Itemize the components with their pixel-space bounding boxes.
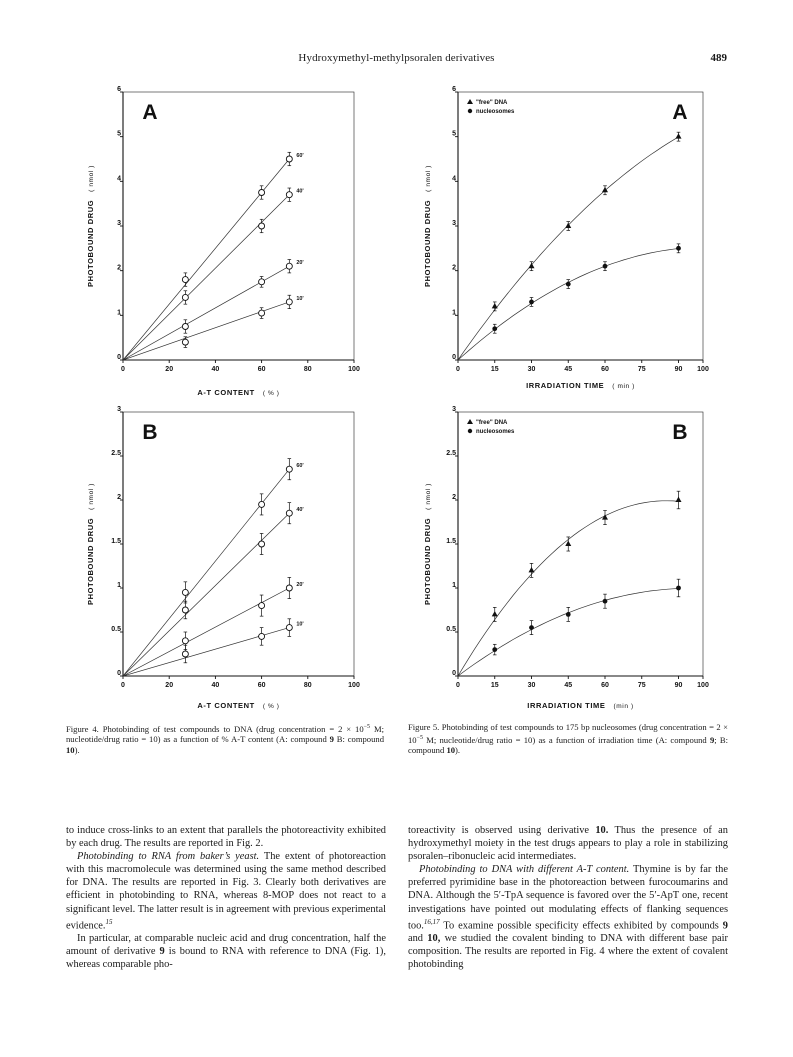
y-axis-unit: ( nmol ) [425,164,432,192]
data-point-open [259,310,265,316]
y-tick-label: 2.5 [111,450,121,457]
figure-4-caption-text-3: B: compound [333,734,384,745]
x-axis-label: A-T CONTENT [197,388,255,397]
series-line [123,195,289,360]
reference-16-17: 16,17 [423,917,440,926]
figure-5-caption-text-4: ). [455,744,461,755]
series-curve [458,589,679,677]
x-tick-label: 15 [490,682,499,689]
legend-circle-icon [468,109,472,113]
series-end-label: 10' [296,295,304,302]
y-axis-title [423,483,432,605]
legend-triangle-icon [467,99,473,104]
x-tick-label: 0 [121,682,125,689]
series-line [123,302,289,360]
plot-frame [458,92,703,360]
x-tick-label: 45 [564,366,573,373]
y-tick-label: 3 [452,406,456,413]
x-tick-label: 30 [527,682,536,689]
legend-entry: nucleosomes [476,109,515,115]
x-axis-title [197,701,279,710]
body-right-paragraph-2-text-4: we studied the covalent binding to DNA with different base pair composition. The results are reported in Fig. 4 where the extent of covalent photobinding [408,933,728,971]
x-axis-unit: ( % ) [262,703,280,710]
series-end-label: 40' [296,188,304,195]
x-axis-title [197,388,279,397]
panel-letter: B [142,421,158,444]
x-tick-label: 100 [697,366,709,373]
data-point-filled [676,586,681,591]
x-tick-label: 90 [674,682,683,689]
data-point-open [182,607,188,613]
y-tick-label: 0.5 [446,626,456,633]
panel-letter: B [672,421,688,444]
data-point-filled [566,612,571,617]
x-axis-label: IRRADIATION TIME [526,381,605,390]
series-end-label: 40' [296,507,304,514]
plot-frame [123,412,354,676]
data-point-open [286,585,292,591]
data-point-open [286,466,292,472]
x-tick-label: 20 [165,682,174,689]
data-point-open [259,279,265,285]
data-point-open [286,299,292,305]
body-right-paragraph-2 [408,863,728,971]
figure-4-caption-exponent: −5 [363,724,371,730]
reference-15: 15 [105,917,113,926]
y-tick-label: 5 [452,130,456,138]
y-tick-label: 3 [117,220,121,227]
x-tick-label: 40 [211,682,220,689]
figure-5-caption-text-2: M; nucleotide/drug ratio = 10) as a function of irradiation time (A: compound [422,734,710,745]
data-point-triangle [676,133,682,138]
legend-entry: "free" DNA [476,420,508,426]
x-tick-label: 60 [601,366,609,373]
data-point-triangle [529,567,535,572]
y-tick-label: 2 [117,494,121,501]
series-curve [458,137,679,360]
data-point-open [182,589,188,595]
data-point-filled [492,647,497,652]
data-point-triangle [529,263,535,268]
compound-9-ref-2: 9 [722,920,728,932]
figure-5-caption [408,722,728,755]
y-tick-label: 1 [452,582,456,589]
body-right-paragraph-2-text-2: To examine possible specificity effects exhibited by compounds [439,920,723,932]
compound-10-ref-2: 10, [427,933,441,945]
compound-9-ref: 9 [159,946,165,958]
body-left-paragraph-2 [66,850,386,932]
section-head-rna: Photobinding to RNA from baker’s yeast. [77,851,260,863]
series-line [123,588,289,676]
x-tick-label: 20 [165,366,174,373]
data-point-open [286,156,292,162]
y-tick-label: 2 [452,494,456,501]
data-point-filled [603,599,608,604]
running-title: Hydroxymethyl-methylpsoralen derivatives [298,52,495,64]
x-tick-label: 15 [490,366,499,373]
body-left-paragraph-3-text: In particular, at comparable nucleic acid and drug concentration, half the amount of derivative [66,933,386,958]
y-tick-label: 1 [452,309,456,317]
x-axis-title [527,701,633,710]
figure-4-compound-a: 9 [329,734,334,745]
y-axis-label: PHOTOBOUND DRUG [423,199,432,288]
series-end-label: 60' [296,153,304,159]
series-end-label: 60' [296,463,304,470]
y-tick-label: 0 [117,354,121,361]
x-axis-unit: ( % ) [262,390,280,397]
legend-entry: nucleosomes [476,429,515,435]
x-axis-title [526,381,635,390]
data-point-filled [603,264,608,269]
panel-letter: A [142,101,158,124]
y-tick-label: 4 [452,175,456,183]
data-point-filled [566,282,571,287]
figure-5-caption-text: Photobinding of test compounds to 175 bp nucleosomes (drug concentration = 2 × 10 [408,722,729,745]
x-tick-label: 0 [456,366,460,373]
legend-entry: "free" DNA [476,100,508,106]
data-point-filled [676,246,681,251]
data-point-triangle [492,303,498,308]
data-point-open [259,633,265,639]
page-number: 489 [710,52,727,64]
body-left-paragraph-3-text-2: is bound to RNA with reference to DNA (Fig. 1), whereas comparable pho- [66,946,386,971]
y-tick-label: 2 [452,264,456,272]
body-right-paragraph-1-text: toreactivity is observed using derivative [408,825,596,836]
x-axis-label: IRRADIATION TIME [527,701,606,710]
data-point-open [182,294,188,300]
legend-circle-icon [468,429,472,433]
data-point-filled [529,625,534,630]
y-tick-label: 4 [117,175,121,183]
x-tick-label: 100 [697,682,709,689]
data-point-open [182,651,188,657]
x-tick-label: 0 [121,366,125,373]
data-point-open [182,277,188,283]
x-tick-label: 75 [637,366,646,373]
y-axis-unit: ( nmol ) [88,482,95,510]
y-axis-title [86,483,95,605]
series-line [123,159,289,360]
figure-5-label: Figure 5. [408,722,440,732]
data-point-open [286,510,292,516]
series-curve [458,501,679,676]
series-line [123,469,289,676]
body-left-paragraph-3 [66,932,386,971]
x-tick-label: 45 [564,682,573,689]
data-point-open [286,263,292,269]
figure-5-caption-text-3: ; B: compound [408,734,728,755]
data-point-open [182,324,188,330]
x-axis-unit: ( min ) [612,383,635,390]
data-point-filled [492,326,497,331]
y-tick-label: 3 [452,220,456,227]
x-tick-label: 60 [257,682,266,689]
figure-5-caption-exponent: −5 [416,734,423,741]
data-point-open [182,339,188,345]
y-axis-unit: ( nmol ) [88,164,95,192]
y-tick-label: 5 [117,130,121,138]
body-right-paragraph-1 [408,824,728,863]
section-head-at-content: Photobinding to DNA with different A-T content. [419,864,630,876]
figure-5b-chart [408,400,728,718]
series-curve [458,249,679,361]
x-tick-label: 60 [257,366,266,373]
figure-4a-chart [70,80,370,410]
y-tick-label: 1 [117,309,121,317]
figure-5a-chart [408,80,728,410]
y-tick-label: 3 [117,406,121,413]
y-tick-label: 0 [117,670,121,677]
y-tick-label: 2 [117,264,121,272]
figure-4b-chart [70,400,370,718]
panel-letter: A [672,101,688,124]
figure-4-caption-text-2: M; nucleotide/drug ratio = 10) as a function of % A-T content (A: compound [66,723,384,745]
data-point-open [286,192,292,198]
data-point-open [259,223,265,229]
x-tick-label: 90 [674,366,683,373]
data-point-open [259,541,265,547]
y-tick-label: 1.5 [446,538,456,545]
x-axis-unit: (min ) [613,703,634,710]
data-point-open [259,190,265,196]
compound-10-ref: 10. [595,825,609,836]
data-point-open [259,603,265,609]
data-point-triangle [492,611,498,616]
figure-4-compound-b: 10 [66,744,75,755]
y-tick-label: 6 [452,86,456,93]
x-axis-label: A-T CONTENT [197,701,255,710]
series-end-label: 10' [296,621,304,628]
x-tick-label: 75 [637,682,646,689]
y-tick-label: 1.5 [111,538,121,545]
y-axis-label: PHOTOBOUND DRUG [86,517,95,606]
x-tick-label: 60 [601,682,609,689]
y-tick-label: 6 [117,86,121,93]
data-point-triangle [676,497,682,502]
x-tick-label: 100 [348,366,360,373]
x-tick-label: 80 [303,682,312,689]
body-column-left [66,824,386,972]
figure-4-caption-text-4: ). [74,744,80,755]
x-tick-label: 100 [348,682,360,689]
body-right-paragraph-1-text-2: Thus the presence of an hydroxymethyl moiety in the test drugs appears to play a role in stabilizing psoralen–ribonucleic acid intermediates. [408,825,728,863]
plot-frame [458,412,703,676]
y-tick-label: 0.5 [111,626,121,633]
series-end-label: 20' [296,582,304,588]
data-point-open [182,638,188,644]
y-axis-label: PHOTOBOUND DRUG [86,199,95,288]
page-header [0,52,793,68]
figure-5-compound-b: 10 [446,744,456,755]
body-column-right [408,824,728,972]
data-point-open [259,501,265,507]
y-tick-label: 0 [452,670,456,677]
body-left-paragraph-2-text: The extent of photoreaction with this macromolecule was determined using the same method described for DNA. The results are reported in Fig. 3. Clearly both derivatives are efficient in photobinding to RNA, whereas 8-MOP does not react to a significant level. The latter result is in agreement with previous experimental evidence. [66,851,386,932]
body-left-paragraph-1: to induce cross-links to an extent that parallels the photoreactivity exhibited by each drug. The results are reported in Fig. 2. [66,825,386,850]
data-point-open [286,625,292,631]
series-end-label: 20' [296,260,304,267]
x-tick-label: 30 [527,366,536,373]
figure-4-label: Figure 4. [66,723,99,734]
y-axis-unit: ( nmol ) [425,482,432,510]
figure-4-caption [66,722,384,755]
x-tick-label: 0 [456,682,460,689]
body-right-paragraph-2-text-3: and [408,933,428,945]
y-axis-title [423,165,432,287]
data-point-triangle [602,187,608,192]
figure-4-caption-text: Photobinding of test compounds to DNA (drug concentration = 2 × 10 [102,723,364,734]
y-tick-label: 0 [452,354,456,361]
legend-triangle-icon [467,419,473,424]
figure-5-compound-a: 9 [709,734,715,745]
y-axis-label: PHOTOBOUND DRUG [423,517,432,606]
y-axis-title [86,165,95,287]
x-tick-label: 40 [211,366,220,373]
body-right-paragraph-2-text: Thymine is by far the preferred pyrimidine base in the photoreaction between furocoumarins and DNA. Although the 5′-TpA sequence is favored over the 5′-ApT one, recent investigations have pointed out modulating effects of flanking sequences too. [408,864,728,932]
y-tick-label: 1 [117,582,121,589]
x-tick-label: 80 [303,366,312,373]
data-point-filled [529,300,534,305]
y-tick-label: 2.5 [446,450,456,457]
